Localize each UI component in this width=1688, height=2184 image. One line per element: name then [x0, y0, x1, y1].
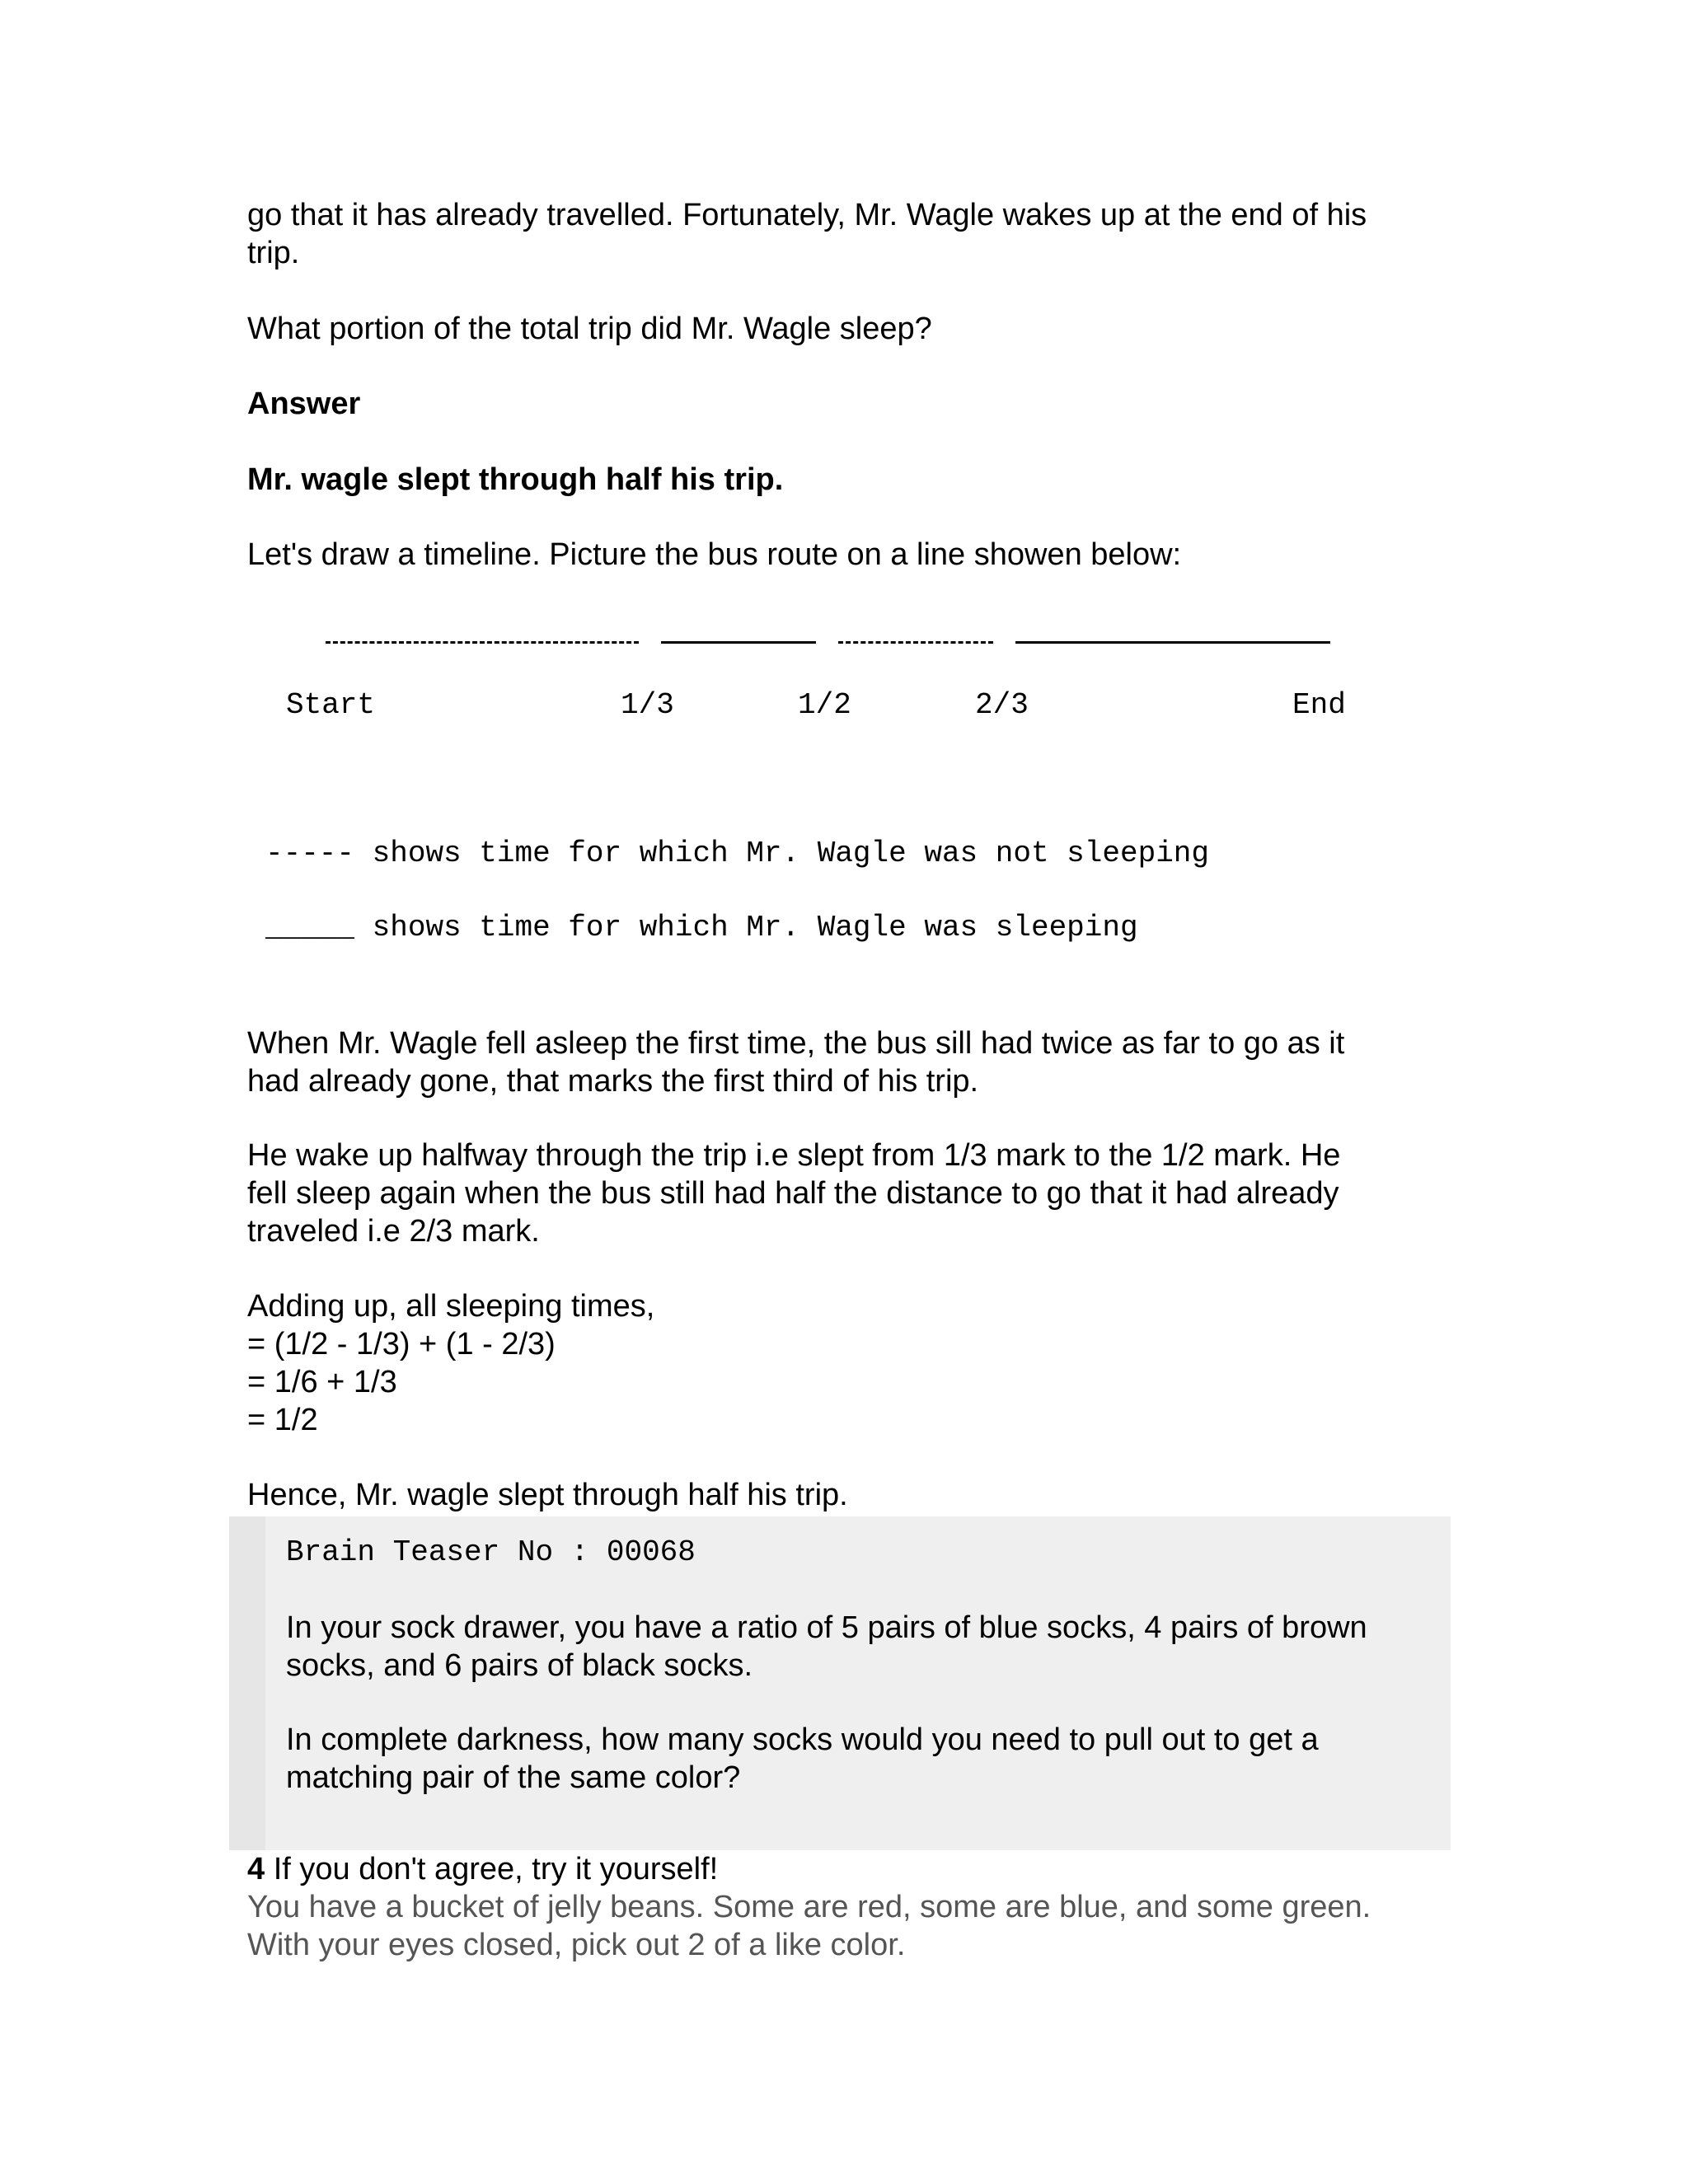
legend-sleeping-symbol: _____	[265, 911, 355, 944]
legend-sleeping	[265, 910, 1138, 946]
intro-line-2: trip.	[247, 236, 300, 270]
timeline-sleep-segment-1	[661, 641, 816, 644]
timeline-awake-segment-2	[838, 641, 993, 644]
legend-sleeping-text: shows time for which Mr. Wagle was sleeping	[372, 911, 1138, 944]
reply-grey-line-2: With your eyes closed, pick out 2 of a like color.	[247, 1928, 906, 1962]
explanation-paragraph-2	[247, 1137, 1451, 1250]
explanation-p2-line-2: fell sleep again when the bus still had half the distance to go that it had already	[247, 1176, 1339, 1211]
reply-block	[247, 1850, 1451, 1964]
explanation-p2-line-3: traveled i.e 2/3 mark.	[247, 1214, 540, 1249]
legend-not-sleeping	[265, 836, 1209, 872]
quote-rule	[229, 1516, 265, 1850]
question-text: What portion of the total trip did Mr. Wagle sleep?	[247, 312, 932, 346]
explanation-p1-line-1: When Mr. Wagle fell asleep the first time, the bus sill had twice as far to go as it	[247, 1026, 1345, 1061]
calculation-line-2: = (1/2 - 1/3) + (1 - 2/3)	[247, 1327, 556, 1361]
timeline-label-end: End	[1292, 688, 1346, 722]
legend-not-sleeping-text: shows time for which Mr. Wagle was not sleeping	[372, 837, 1210, 870]
calculation-line-4: = 1/2	[247, 1403, 318, 1437]
intro-line-1: go that it has already travelled. Fortunately, Mr. Wagle wakes up at the end of his	[247, 198, 1367, 232]
reply-text: If you don't agree, try it yourself!	[265, 1852, 719, 1886]
explanation-paragraph-1	[247, 1024, 1451, 1100]
brain-teaser-paragraph-1	[286, 1609, 1440, 1685]
answer-heading: Answer	[247, 387, 361, 421]
explanation-p1-line-2: had already gone, that marks the first third of his trip.	[247, 1064, 979, 1099]
explanation-p2-line-1: He wake up halfway through the trip i.e slept from 1/3 mark to the 1/2 mark. He	[247, 1138, 1341, 1173]
reply-grey-line-1: You have a bucket of jelly beans. Some are red, some are blue, and some green.	[247, 1890, 1372, 1924]
intro-paragraph	[247, 196, 1451, 272]
brain-teaser-p1-line-1: In your sock drawer, you have a ratio of 5 pairs of blue socks, 4 pairs of brown	[286, 1610, 1367, 1645]
timeline-label-one-third: 1/3	[621, 688, 674, 722]
timeline-sleep-segment-2	[1015, 641, 1330, 644]
timeline-label-two-thirds: 2/3	[975, 688, 1029, 722]
calculation-line-1: Adding up, all sleeping times,	[247, 1289, 655, 1324]
calculation-line-3: = 1/6 + 1/3	[247, 1365, 397, 1399]
timeline-label-start: Start	[286, 688, 376, 722]
conclusion-text: Hence, Mr. wagle slept through half his trip.	[247, 1478, 848, 1512]
brain-teaser-p1-line-2: socks, and 6 pairs of black socks.	[286, 1648, 753, 1683]
brain-teaser-p2-line-2: matching pair of the same color?	[286, 1760, 741, 1795]
legend-not-sleeping-symbol: -----	[265, 837, 355, 870]
reply-count: 4	[247, 1852, 265, 1886]
timeline-label-one-half: 1/2	[798, 688, 851, 722]
brain-teaser-p2-line-1: In complete darkness, how many socks would you need to pull out to get a	[286, 1722, 1319, 1757]
answer-summary: Mr. wagle slept through half his trip.	[247, 462, 784, 497]
calculation-block	[247, 1287, 1451, 1439]
timeline-intro: Let's draw a timeline. Picture the bus route on a line showen below:	[247, 537, 1182, 572]
brain-teaser-number: Brain Teaser No : 00068	[286, 1535, 696, 1569]
brain-teaser-paragraph-2	[286, 1721, 1440, 1797]
timeline-awake-segment-1	[326, 641, 639, 644]
reply-header	[247, 1850, 1451, 1888]
